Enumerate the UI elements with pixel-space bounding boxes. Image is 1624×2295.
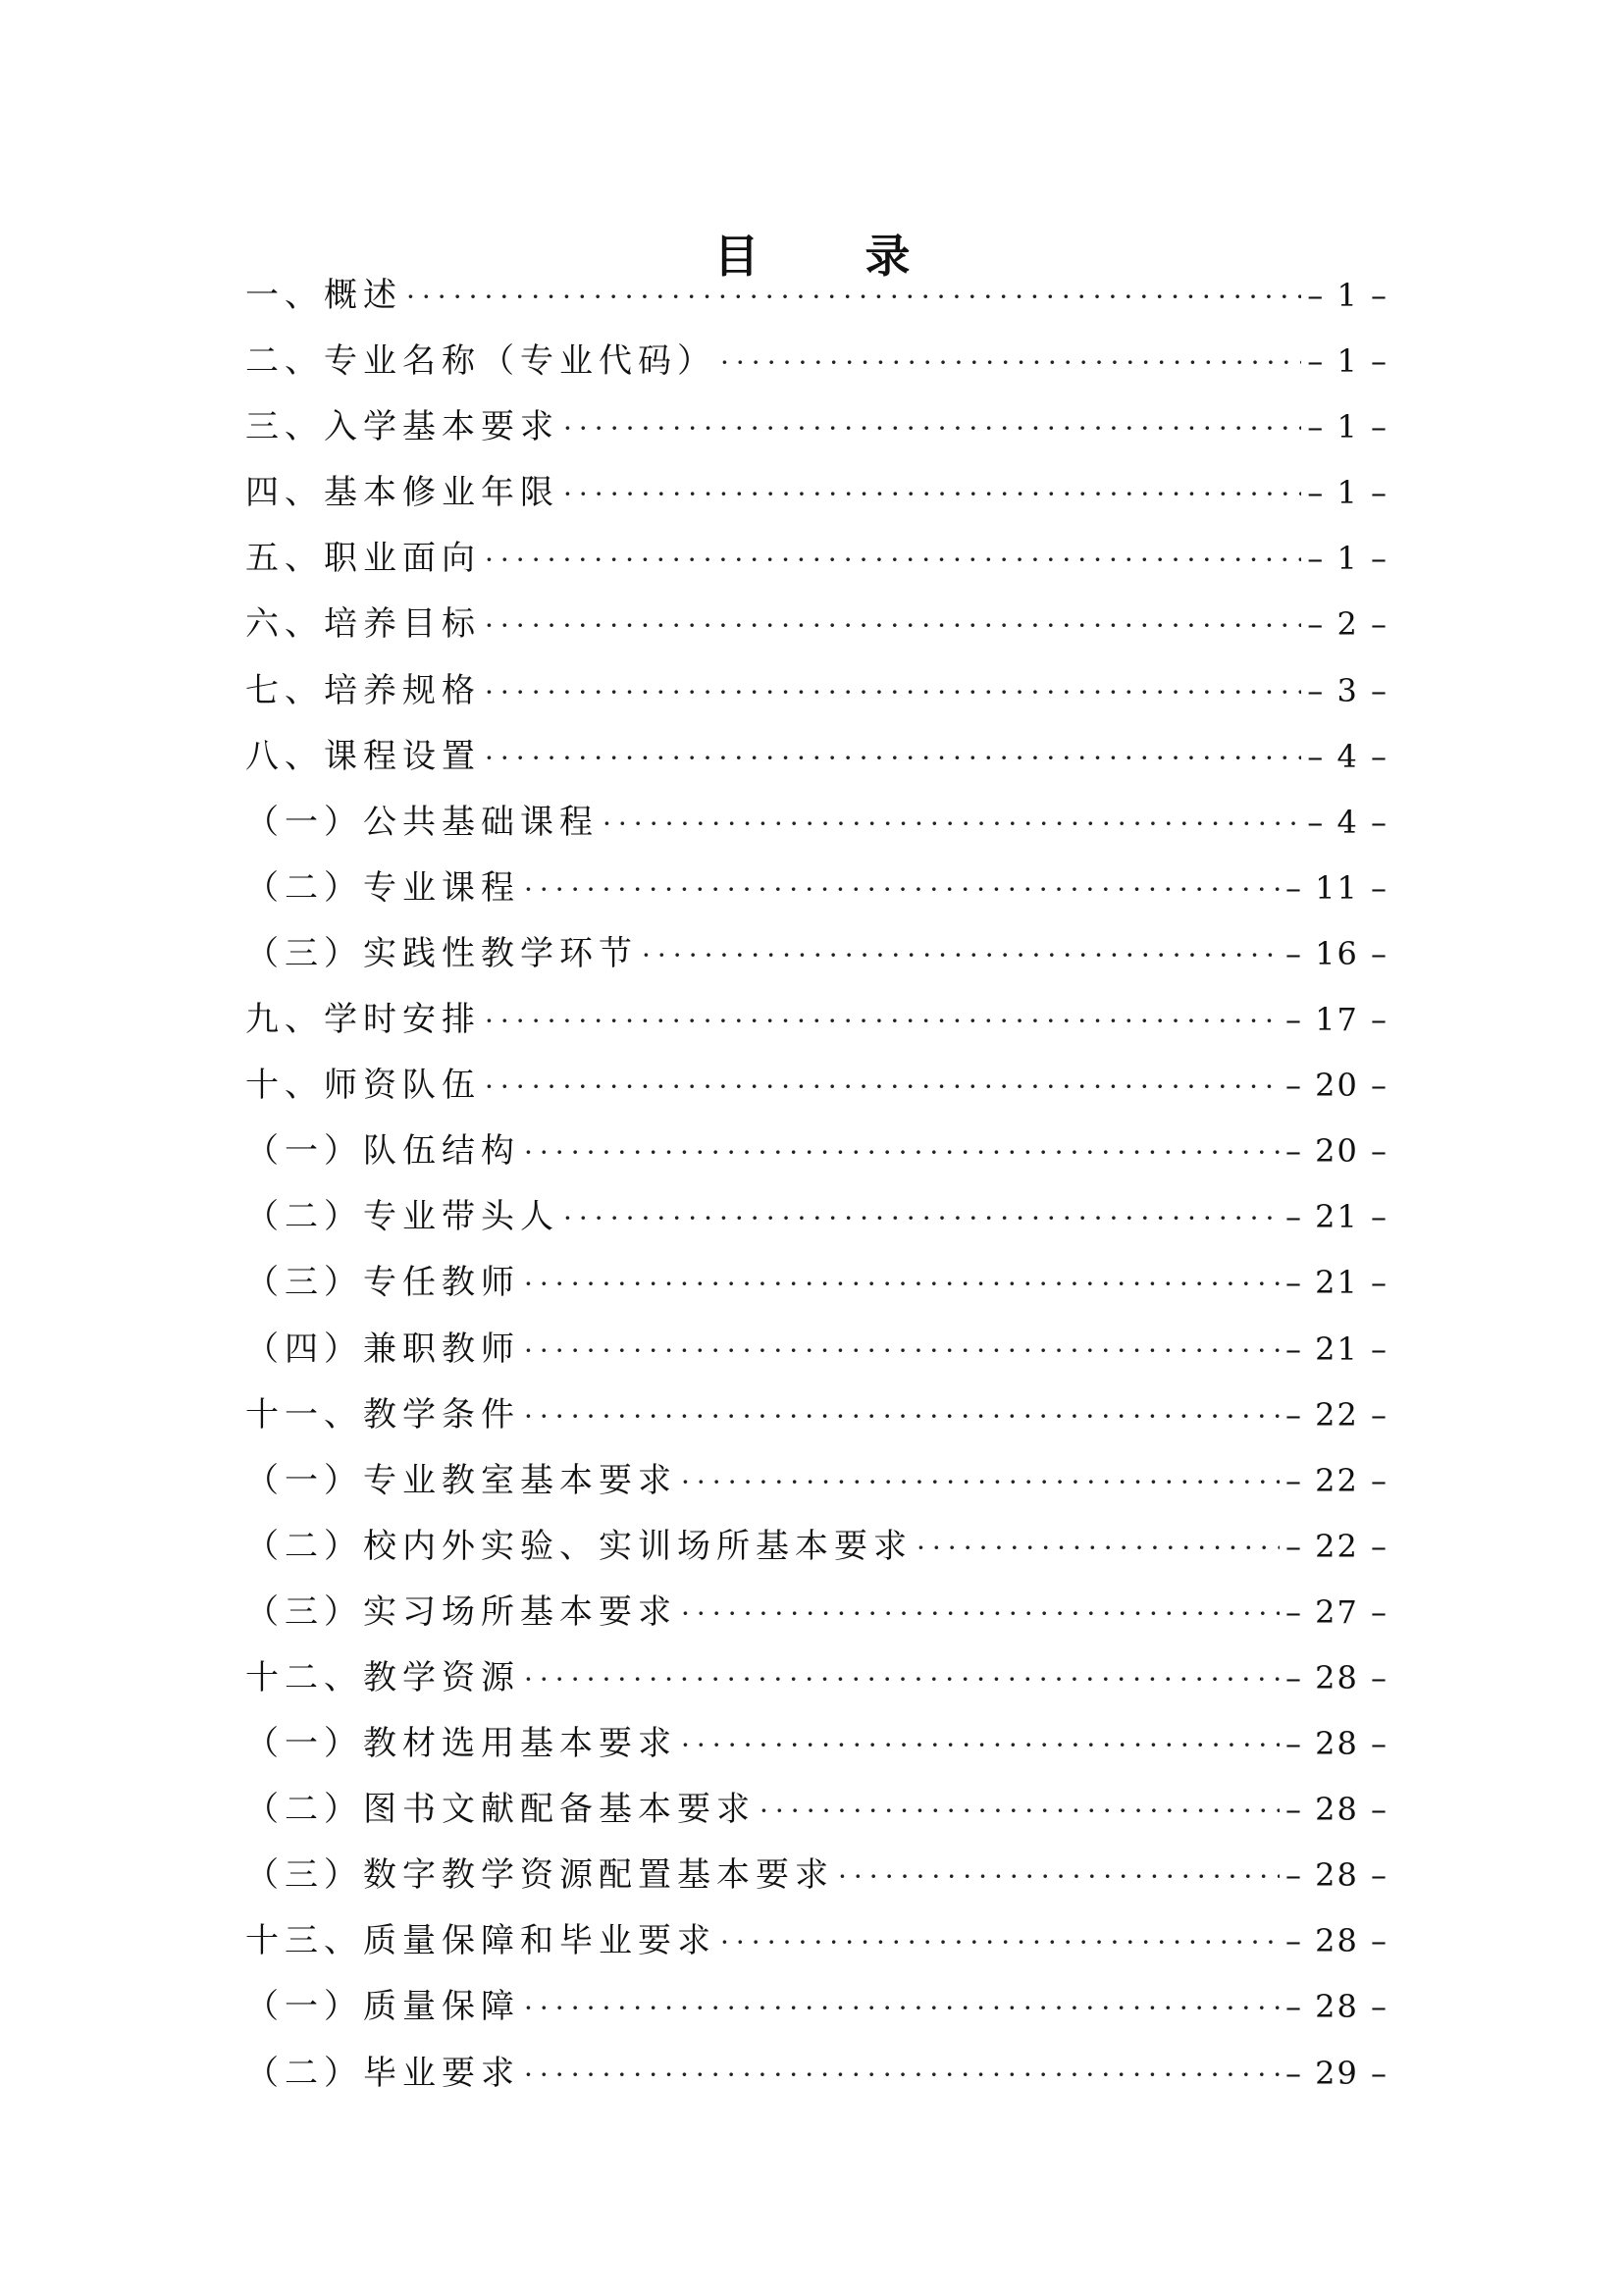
- toc-dot-leader: [917, 1515, 1280, 1581]
- toc-dot-leader: [642, 922, 1280, 988]
- toc-page-number: – 1 –: [1307, 342, 1388, 381]
- toc-entry[interactable]: [245, 1382, 1388, 1448]
- toc-dot-leader: [485, 1054, 1280, 1120]
- toc-page-number: – 1 –: [1307, 277, 1388, 314]
- toc-entry-label: （二）图书文献配备基本要求: [245, 1790, 756, 1830]
- toc-page-number: – 28 –: [1284, 1791, 1388, 1829]
- toc-entry[interactable]: [245, 987, 1388, 1053]
- table-of-contents: [245, 263, 1388, 2107]
- toc-page-number: – 4 –: [1307, 737, 1388, 775]
- toc-entry-label: 十三、质量保障和毕业要求: [245, 1921, 716, 1961]
- toc-entry[interactable]: [245, 1448, 1388, 1514]
- toc-dot-leader: [485, 988, 1280, 1054]
- toc-dot-leader: [524, 1975, 1280, 2041]
- toc-entry-label: 七、培养规格: [245, 670, 481, 710]
- toc-entry[interactable]: [245, 1908, 1388, 1974]
- toc-entry-label: （三）专任教师: [245, 1263, 520, 1303]
- toc-entry-label: （一）队伍结构: [245, 1131, 520, 1172]
- toc-dot-leader: [524, 1251, 1280, 1317]
- toc-page-number: – 21 –: [1284, 1198, 1388, 1236]
- toc-page-number: – 1 –: [1307, 540, 1388, 578]
- toc-page-number: – 22 –: [1284, 1461, 1388, 1499]
- toc-entry[interactable]: [245, 790, 1388, 856]
- toc-dot-leader: [406, 264, 1301, 330]
- toc-entry-label: （一）专业教室基本要求: [245, 1460, 677, 1500]
- toc-dot-leader: [485, 527, 1301, 593]
- toc-page-number: – 20 –: [1284, 1067, 1388, 1105]
- toc-dot-leader: [681, 1581, 1280, 1646]
- toc-entry[interactable]: [245, 724, 1388, 790]
- toc-entry-label: 一、概述: [245, 276, 402, 315]
- toc-page-number: – 28 –: [1284, 1658, 1388, 1696]
- toc-page-number: – 28 –: [1284, 1725, 1388, 1763]
- toc-page-number: – 21 –: [1284, 1330, 1388, 1368]
- toc-entry[interactable]: [245, 856, 1388, 921]
- toc-page-number: – 20 –: [1284, 1132, 1388, 1171]
- toc-page-number: – 16 –: [1284, 934, 1388, 972]
- toc-page-number: – 28 –: [1284, 1922, 1388, 1960]
- toc-dot-leader: [563, 395, 1301, 461]
- toc-entry-label: 十二、教学资源: [245, 1657, 520, 1697]
- toc-entry[interactable]: [245, 1974, 1388, 2040]
- toc-entry-label: 五、职业面向: [245, 539, 481, 579]
- toc-entry[interactable]: [245, 1317, 1388, 1382]
- toc-page-number: – 29 –: [1284, 2054, 1388, 2092]
- toc-entry[interactable]: [245, 1580, 1388, 1645]
- toc-entry[interactable]: [245, 1053, 1388, 1119]
- toc-entry[interactable]: [245, 658, 1388, 724]
- toc-entry-label: （三）数字教学资源配置基本要求: [245, 1855, 834, 1896]
- toc-entry-label: （一）教材选用基本要求: [245, 1724, 677, 1764]
- toc-entry[interactable]: [245, 1711, 1388, 1777]
- toc-dot-leader: [485, 725, 1301, 791]
- toc-dot-leader: [524, 2042, 1280, 2108]
- toc-dot-leader: [681, 1712, 1280, 1778]
- toc-entry-label: （三）实践性教学环节: [245, 933, 638, 973]
- toc-entry-label: （二）专业带头人: [245, 1197, 559, 1237]
- toc-entry[interactable]: [245, 1843, 1388, 1908]
- toc-page-number: – 1 –: [1307, 474, 1388, 512]
- toc-entry-label: （二）校内外实验、实训场所基本要求: [245, 1526, 913, 1566]
- toc-entry[interactable]: [245, 1250, 1388, 1316]
- toc-dot-leader: [760, 1778, 1280, 1844]
- toc-entry[interactable]: [245, 1777, 1388, 1843]
- toc-page-number: – 17 –: [1284, 1001, 1388, 1039]
- toc-dot-leader: [720, 330, 1301, 395]
- toc-entry-label: 十、师资队伍: [245, 1066, 481, 1106]
- toc-page-number: – 11 –: [1284, 868, 1388, 907]
- toc-entry-label: 九、学时安排: [245, 1000, 481, 1040]
- toc-page-number: – 3 –: [1307, 671, 1388, 709]
- page-title: 目 录: [713, 229, 956, 283]
- toc-dot-leader: [524, 1383, 1280, 1449]
- toc-dot-leader: [838, 1844, 1280, 1909]
- toc-entry[interactable]: [245, 394, 1388, 460]
- toc-entry-label: 三、入学基本要求: [245, 407, 559, 447]
- toc-entry-label: 二、专业名称（专业代码）: [245, 341, 716, 382]
- toc-dot-leader: [524, 1646, 1280, 1712]
- toc-dot-leader: [602, 791, 1301, 857]
- toc-entry[interactable]: [245, 1184, 1388, 1250]
- toc-dot-leader: [524, 1120, 1280, 1185]
- toc-entry-label: （四）兼职教师: [245, 1329, 520, 1369]
- toc-entry-label: （一）质量保障: [245, 1987, 520, 2027]
- toc-entry[interactable]: [245, 526, 1388, 592]
- toc-page-number: – 22 –: [1284, 1395, 1388, 1434]
- toc-page-number: – 28 –: [1284, 1988, 1388, 2026]
- toc-dot-leader: [681, 1449, 1280, 1515]
- toc-entry[interactable]: [245, 1119, 1388, 1184]
- toc-entry-label: （一）公共基础课程: [245, 802, 599, 842]
- toc-entry[interactable]: [245, 2041, 1388, 2107]
- toc-page-number: – 4 –: [1307, 803, 1388, 841]
- toc-entry-label: （二）专业课程: [245, 867, 520, 908]
- toc-page-number: – 22 –: [1284, 1527, 1388, 1565]
- toc-entry-label: （二）毕业要求: [245, 2053, 520, 2093]
- toc-page-number: – 2 –: [1307, 605, 1388, 644]
- toc-entry[interactable]: [245, 1645, 1388, 1711]
- toc-entry-label: 八、课程设置: [245, 736, 481, 776]
- toc-page-number: – 21 –: [1284, 1264, 1388, 1302]
- toc-dot-leader: [563, 1185, 1280, 1251]
- toc-page-number: – 1 –: [1307, 408, 1388, 446]
- toc-entry[interactable]: [245, 921, 1388, 987]
- toc-entry[interactable]: [245, 1514, 1388, 1580]
- toc-dot-leader: [485, 659, 1301, 725]
- toc-entry-label: （三）实习场所基本要求: [245, 1591, 677, 1632]
- toc-dot-leader: [524, 1318, 1280, 1383]
- toc-entry[interactable]: [245, 329, 1388, 394]
- toc-entry-label: 六、培养目标: [245, 604, 481, 645]
- toc-page-number: – 27 –: [1284, 1592, 1388, 1631]
- toc-dot-leader: [524, 857, 1280, 922]
- toc-entry[interactable]: [245, 460, 1388, 526]
- toc-entry-label: 四、基本修业年限: [245, 473, 559, 513]
- toc-entry[interactable]: [245, 592, 1388, 657]
- toc-dot-leader: [485, 593, 1301, 658]
- toc-page-number: – 28 –: [1284, 1856, 1388, 1895]
- toc-entry[interactable]: [245, 263, 1388, 329]
- toc-dot-leader: [720, 1909, 1280, 1975]
- toc-entry-label: 十一、教学条件: [245, 1394, 520, 1434]
- toc-dot-leader: [563, 461, 1301, 527]
